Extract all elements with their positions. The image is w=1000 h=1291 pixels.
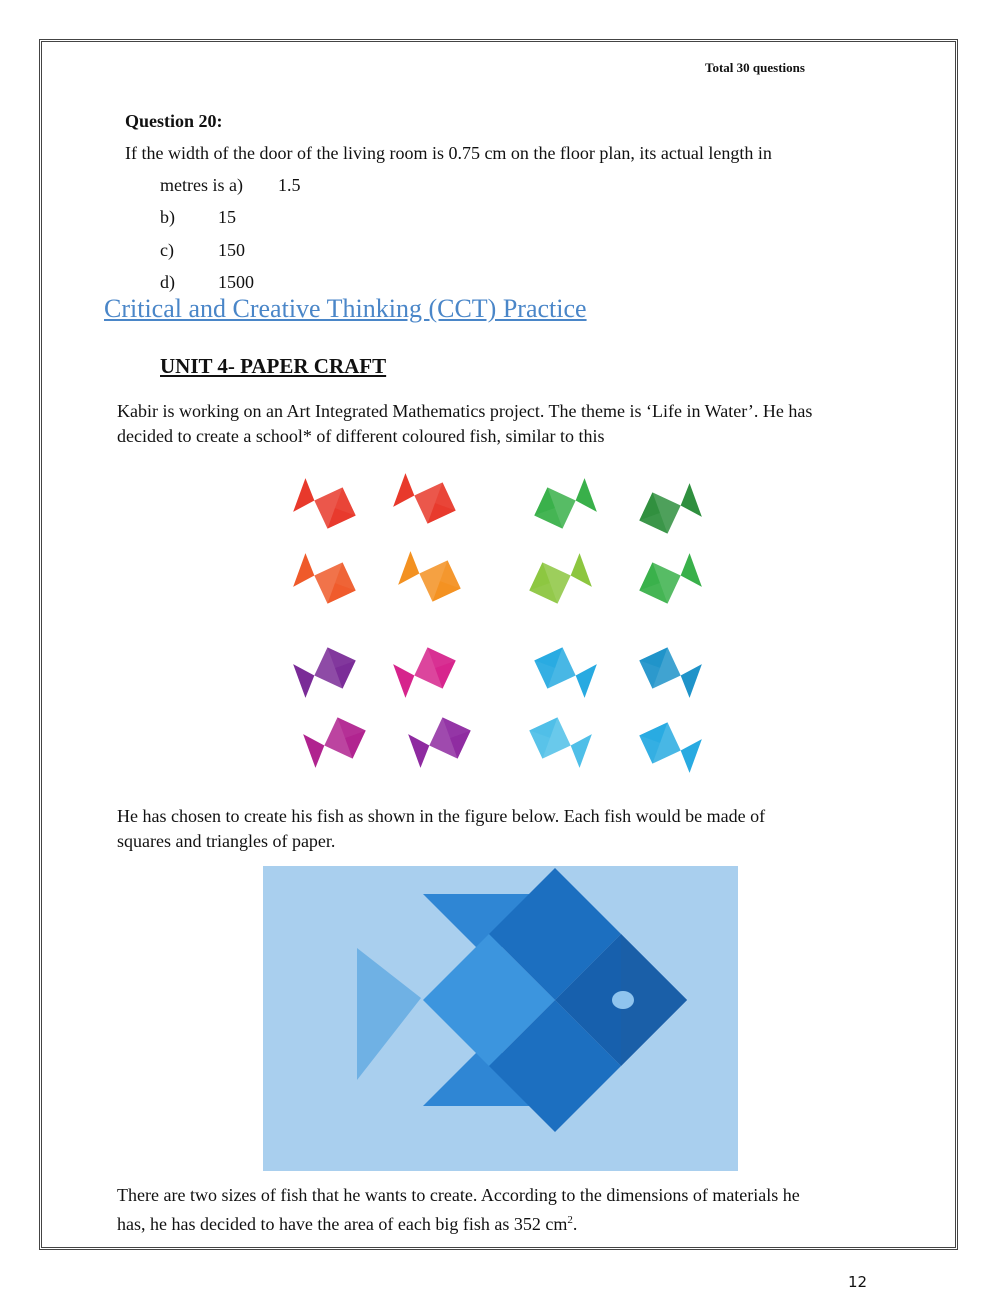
intro-line-1: Kabir is working on an Art Integrated Mathematics project. The theme is ‘Life in Water’. He has: [117, 401, 813, 421]
fish-desc-line-1: He has chosen to create his fish as shown in the figure below. Each fish would be made of: [117, 806, 766, 826]
question-title: Question 20:: [125, 111, 223, 131]
option-c-value: 150: [218, 240, 245, 260]
area-line-2: has, he has decided to have the area of each big fish as 352 cm: [117, 1214, 568, 1234]
option-a: [160, 175, 300, 196]
option-d-value: 1500: [218, 272, 254, 292]
cct-practice-link[interactable]: Critical and Creative Thinking (CCT) Practice: [104, 294, 587, 323]
option-d: [160, 272, 254, 293]
unit-heading: UNIT 4- PAPER CRAFT: [160, 354, 387, 378]
blue-fish-figure: [263, 866, 738, 1171]
option-d-letter: d): [160, 272, 175, 292]
fish-school-figure: [250, 463, 740, 788]
fish-description-paragraph: [117, 804, 897, 854]
option-lead-text: metres is a): [160, 175, 243, 195]
option-c-letter: c): [160, 240, 174, 260]
fish-desc-line-2: squares and triangles of paper.: [117, 831, 336, 851]
question-text: If the width of the door of the living room is 0.75 cm on the floor plan, its actual length in: [125, 143, 772, 163]
intro-line-2: decided to create a school* of different coloured fish, similar to this: [117, 426, 605, 446]
intro-paragraph: [117, 399, 897, 449]
fish-eye: [612, 991, 634, 1009]
area-superscript: 2: [567, 1214, 573, 1226]
area-line-1: There are two sizes of fish that he wants to create. According to the dimensions of materials he: [117, 1185, 800, 1205]
option-b-value: 15: [218, 207, 236, 227]
option-b-letter: b): [160, 207, 175, 227]
option-b: [160, 207, 236, 228]
area-paragraph: [117, 1183, 897, 1237]
total-questions-note: Total 30 questions: [705, 60, 805, 75]
option-c: [160, 240, 245, 261]
option-a-value: 1.5: [277, 175, 301, 195]
page-number: 12: [848, 1273, 868, 1291]
area-period: .: [572, 1214, 578, 1234]
